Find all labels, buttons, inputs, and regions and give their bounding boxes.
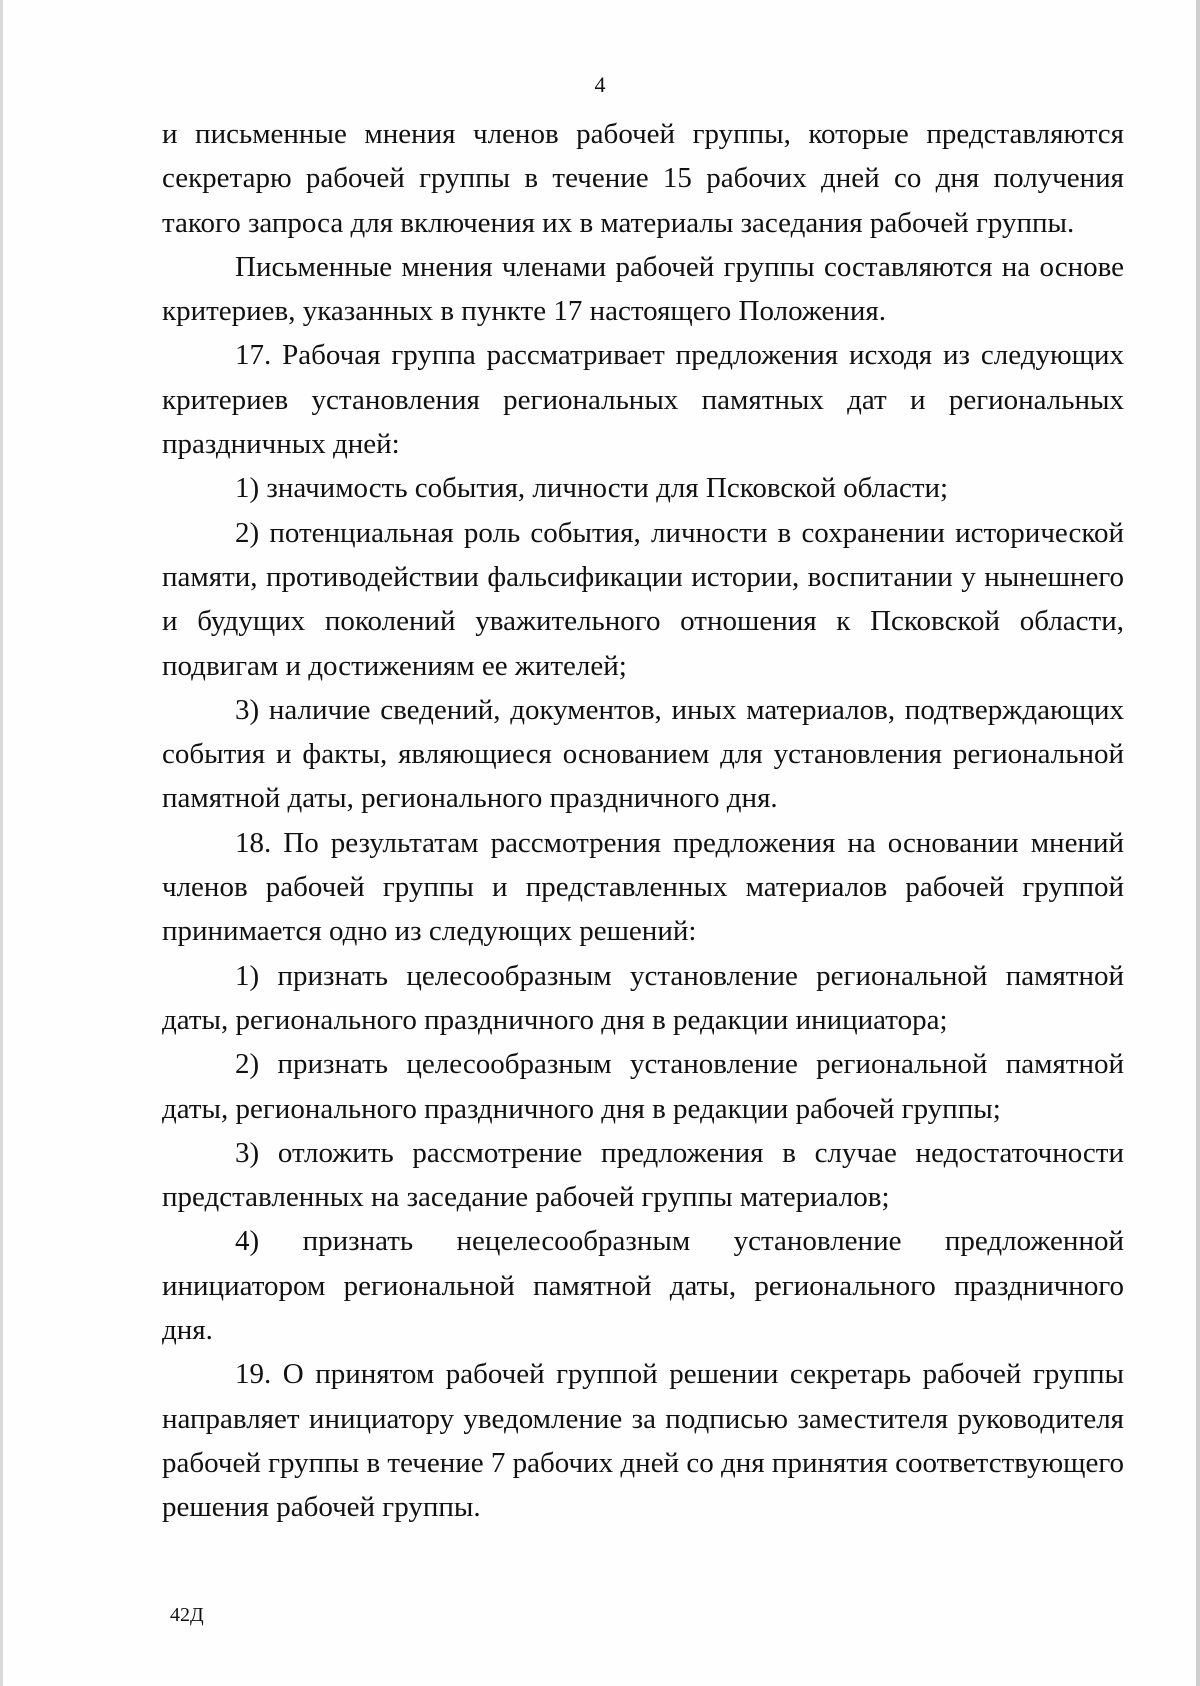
- decision-2: 2) признать целесообразным установление региональной памятной даты, регионального праздничного дня в редакции рабочей группы;: [162, 1048, 1124, 1125]
- criterion-1: 1) значимость события, личности для Псковской области;: [235, 472, 949, 505]
- criterion-3: 3) наличие сведений, документов, иных материалов, подтверждающих события и факты, являющиеся основанием для установления региональной памятной даты, регионального праздничного дня.: [162, 693, 1124, 815]
- scan-edge-right: [1196, 0, 1200, 1686]
- paragraph-item-17: 17. Рабочая группа рассматривает предложения исходя из следующих критериев установления региональных памятных дат и региональных праздничных дней:: [162, 339, 1124, 461]
- decision-3: 3) отложить рассмотрение предложения в случае недостаточности представленных на заседание рабочей группы материалов;: [162, 1136, 1124, 1214]
- page-number: 4: [594, 72, 606, 97]
- decision-4: 4) признать нецелесообразным установление предложенной инициатором региональной памятной даты, регионального праздничного дня.: [162, 1225, 1124, 1347]
- document-body: [162, 112, 1124, 1530]
- paragraph-written-opinions: Письменные мнения членами рабочей группы составляются на основе критериев, указанных в пункте 17 настоящего Положения.: [162, 250, 1124, 328]
- scan-edge-left: [0, 0, 3, 1686]
- decision-1: 1) признать целесообразным установление региональной памятной даты, регионального праздничного дня в редакции инициатора;: [162, 959, 1124, 1036]
- paragraph-item-19: 19. О принятом рабочей группой решении секретарь рабочей группы направляет инициатору уведомление за подписью заместителя руководителя рабочей группы в течение 7 рабочих дней со дня принятия соответствующего решения рабочей группы.: [162, 1358, 1124, 1524]
- paragraph-item-18: 18. По результатам рассмотрения предложения на основании мнений членов рабочей группы и представленных материалов рабочей группой принимается одно из следующих решений:: [162, 826, 1124, 948]
- criterion-2: 2) потенциальная роль события, личности в сохранении исторической памяти, противодействии фальсификации истории, воспитании у нынешнего и будущих поколений уважительного отношения к Псковской области, подвигам и достижениям ее жителей;: [162, 516, 1124, 682]
- paragraph-continuation: и письменные мнения членов рабочей группы, которые представляются секретарю рабочей группы в течение 15 рабочих дней со дня получения такого запроса для включения их в материалы заседания рабочей группы.: [162, 118, 1124, 239]
- footer-document-code: 42Д: [170, 1604, 204, 1626]
